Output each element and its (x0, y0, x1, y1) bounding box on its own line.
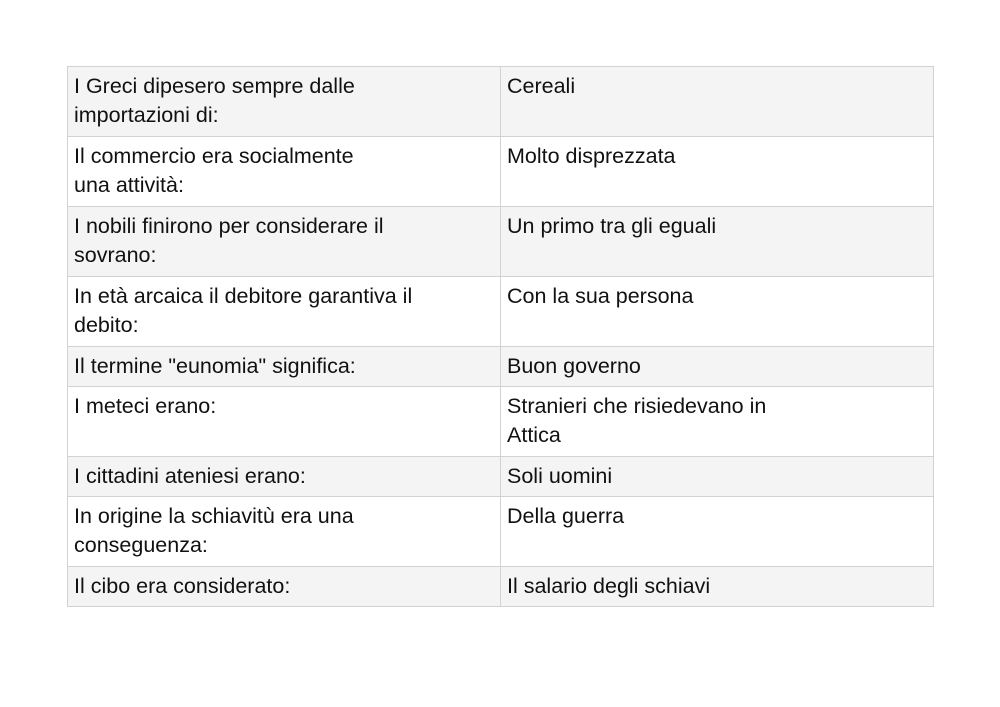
answer-cell: Molto disprezzata (501, 137, 934, 207)
answer-cell: Il salario degli schiavi (501, 567, 934, 607)
answer-cell: Un primo tra gli eguali (501, 207, 934, 277)
answer-cell: Della guerra (501, 497, 934, 567)
question-cell: Il commercio era socialmente una attività: (68, 137, 501, 207)
table-row (68, 277, 934, 347)
question-cell: In origine la schiavitù era una conseguenza: (68, 497, 501, 567)
question-cell: In età arcaica il debitore garantiva il debito: (68, 277, 501, 347)
answer-cell: Soli uomini (501, 457, 934, 497)
question-cell: I nobili finirono per considerare il sovrano: (68, 207, 501, 277)
question-cell: Il termine "eunomia" significa: (68, 347, 501, 387)
question-cell: I meteci erano: (68, 387, 501, 457)
qa-table (67, 66, 934, 607)
answer-cell: Con la sua persona (501, 277, 934, 347)
question-cell: Il cibo era considerato: (68, 567, 501, 607)
table-row (68, 387, 934, 457)
table-row (68, 567, 934, 607)
table-row (68, 457, 934, 497)
table-row (68, 347, 934, 387)
answer-cell: Stranieri che risiedevano in Attica (501, 387, 934, 457)
table-row (68, 497, 934, 567)
question-cell: I Greci dipesero sempre dalle importazioni di: (68, 67, 501, 137)
answer-cell: Buon governo (501, 347, 934, 387)
question-cell: I cittadini ateniesi erano: (68, 457, 501, 497)
answer-cell: Cereali (501, 67, 934, 137)
table-row (68, 67, 934, 137)
table-row (68, 137, 934, 207)
table-row (68, 207, 934, 277)
